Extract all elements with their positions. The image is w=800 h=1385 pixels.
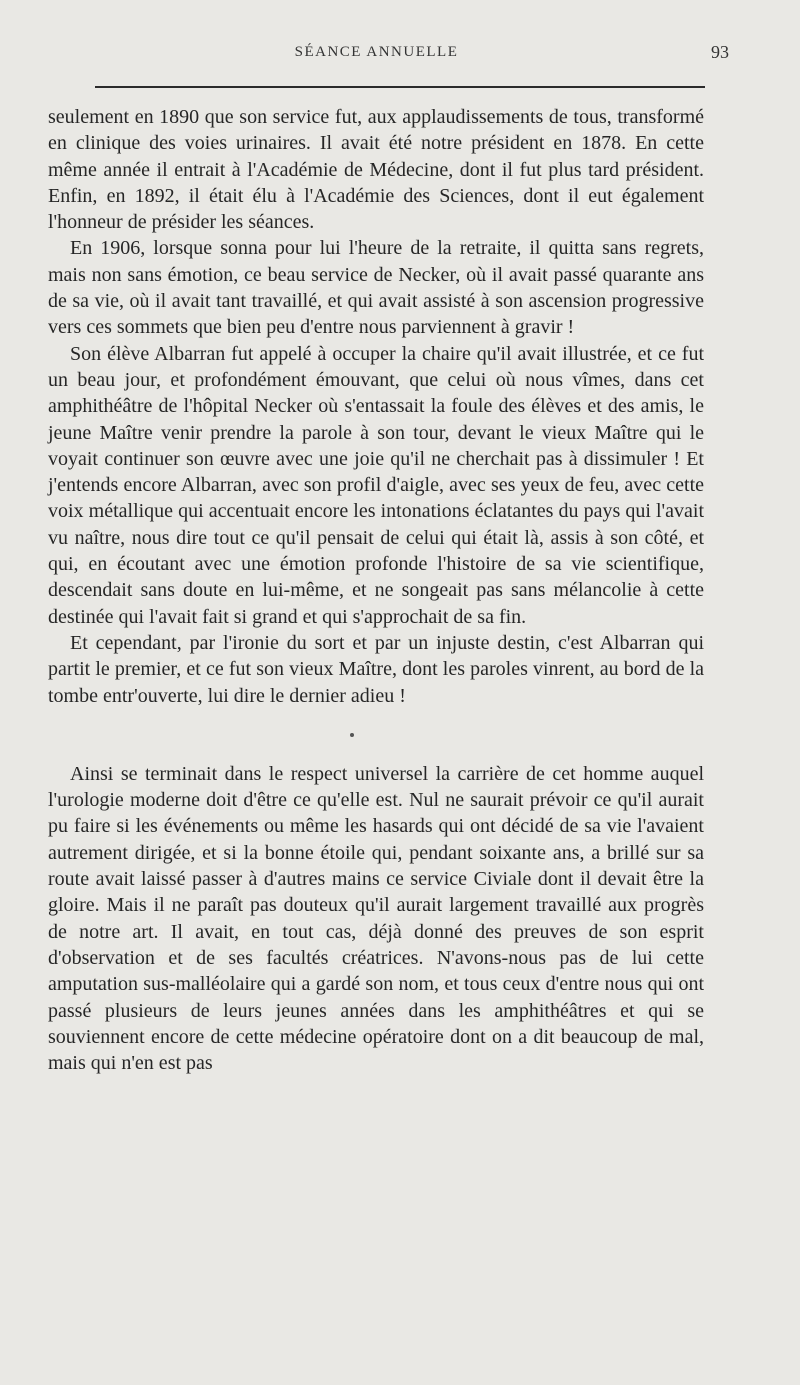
body-text: [48, 104, 704, 1076]
section-separator: [48, 709, 704, 761]
paragraph: En 1906, lorsque sonna pour lui l'heure de la retraite, il quitta sans regrets, mais non sans émotion, ce beau service de Necker, où il avait passé quarante ans de sa vie, où il avait tant travaillé, et qui avait assisté à son ascension progressive vers ces sommets que bien peu d'entre nous parviennent à gravir !: [48, 237, 704, 339]
paragraph: seulement en 1890 que son service fut, aux applaudissements de tous, transformé en clinique des voies urinaires. Il avait été notre président en 1878. En cette même année il entrait à l'Académie de Médecine, dont il fut plus tard président. Enfin, en 1892, il était élu à l'Académie des Sciences, dont il eut également l'honneur de présider les séances.: [48, 106, 704, 234]
page-header: [48, 42, 729, 68]
header-rule: [95, 86, 705, 88]
running-head: SÉANCE ANNUELLE: [294, 44, 459, 60]
separator-dot: [350, 733, 354, 737]
page-number: 93: [711, 42, 729, 62]
paragraph: Et cependant, par l'ironie du sort et par un injuste destin, c'est Albarran qui partit le premier, et ce fut son vieux Maître, dont les paroles vinrent, au bord de la tombe entr'ouverte, lui dire le dernier adieu !: [48, 631, 704, 707]
paragraph: Son élève Albarran fut appelé à occuper la chaire qu'il avait illustrée, et ce fut un beau jour, et profondément émouvant, que celui où nous vîmes, dans cet amphithéâtre de l'hôpital Necker où s'entassait la foule des élèves et des amis, le jeune Maître venir prendre la parole à son tour, devant le vieux Maître qui le voyait continuer son œuvre avec une joie qu'il ne cherchait pas à dissimuler ! Et j'entends encore Albarran, avec son profil d'aigle, avec ses yeux de feu, avec cette voix métallique qui accentuait encore les intonations éclatantes du pays qui l'avait vu naître, nous dire tout ce qu'il pensait de celui qui était là, assis à son côté, et qui, en écoutant avec une émotion profonde l'histoire de sa vie scientifique, descendait sans doute en lui-même, et ne songeait pas sans mélancolie à cette destinée qui l'avait fait si grand et qui s'approchait de sa fin.: [48, 342, 704, 628]
paragraph: Ainsi se terminait dans le respect universel la carrière de cet homme auquel l'urologie moderne doit d'être ce qu'elle est. Nul ne saurait prévoir ce qu'il aurait pu faire si les événements ou même les hasards qui ont décidé de sa vie l'avaient autrement dirigée, et si la bonne étoile qui, pendant soixante ans, a brillé sur sa route avait laissé passer à d'autres mains ce service Civiale dont il devait être la gloire. Mais il ne paraît pas douteux qu'il aurait largement travaillé aux progrès de notre art. Il avait, en tout cas, déjà donné des preuves de son esprit d'observation et de ses facultés créatrices. N'avons-nous pas de lui cette amputation sus-malléolaire qui a gardé son nom, et tous ceux d'entre nous qui ont passé plusieurs de leurs jeunes années dans les amphithéâtres et qui se souviennent encore de cette médecine opératoire dont on a dit beaucoup de mal, mais qui n'en est pas: [48, 762, 704, 1075]
